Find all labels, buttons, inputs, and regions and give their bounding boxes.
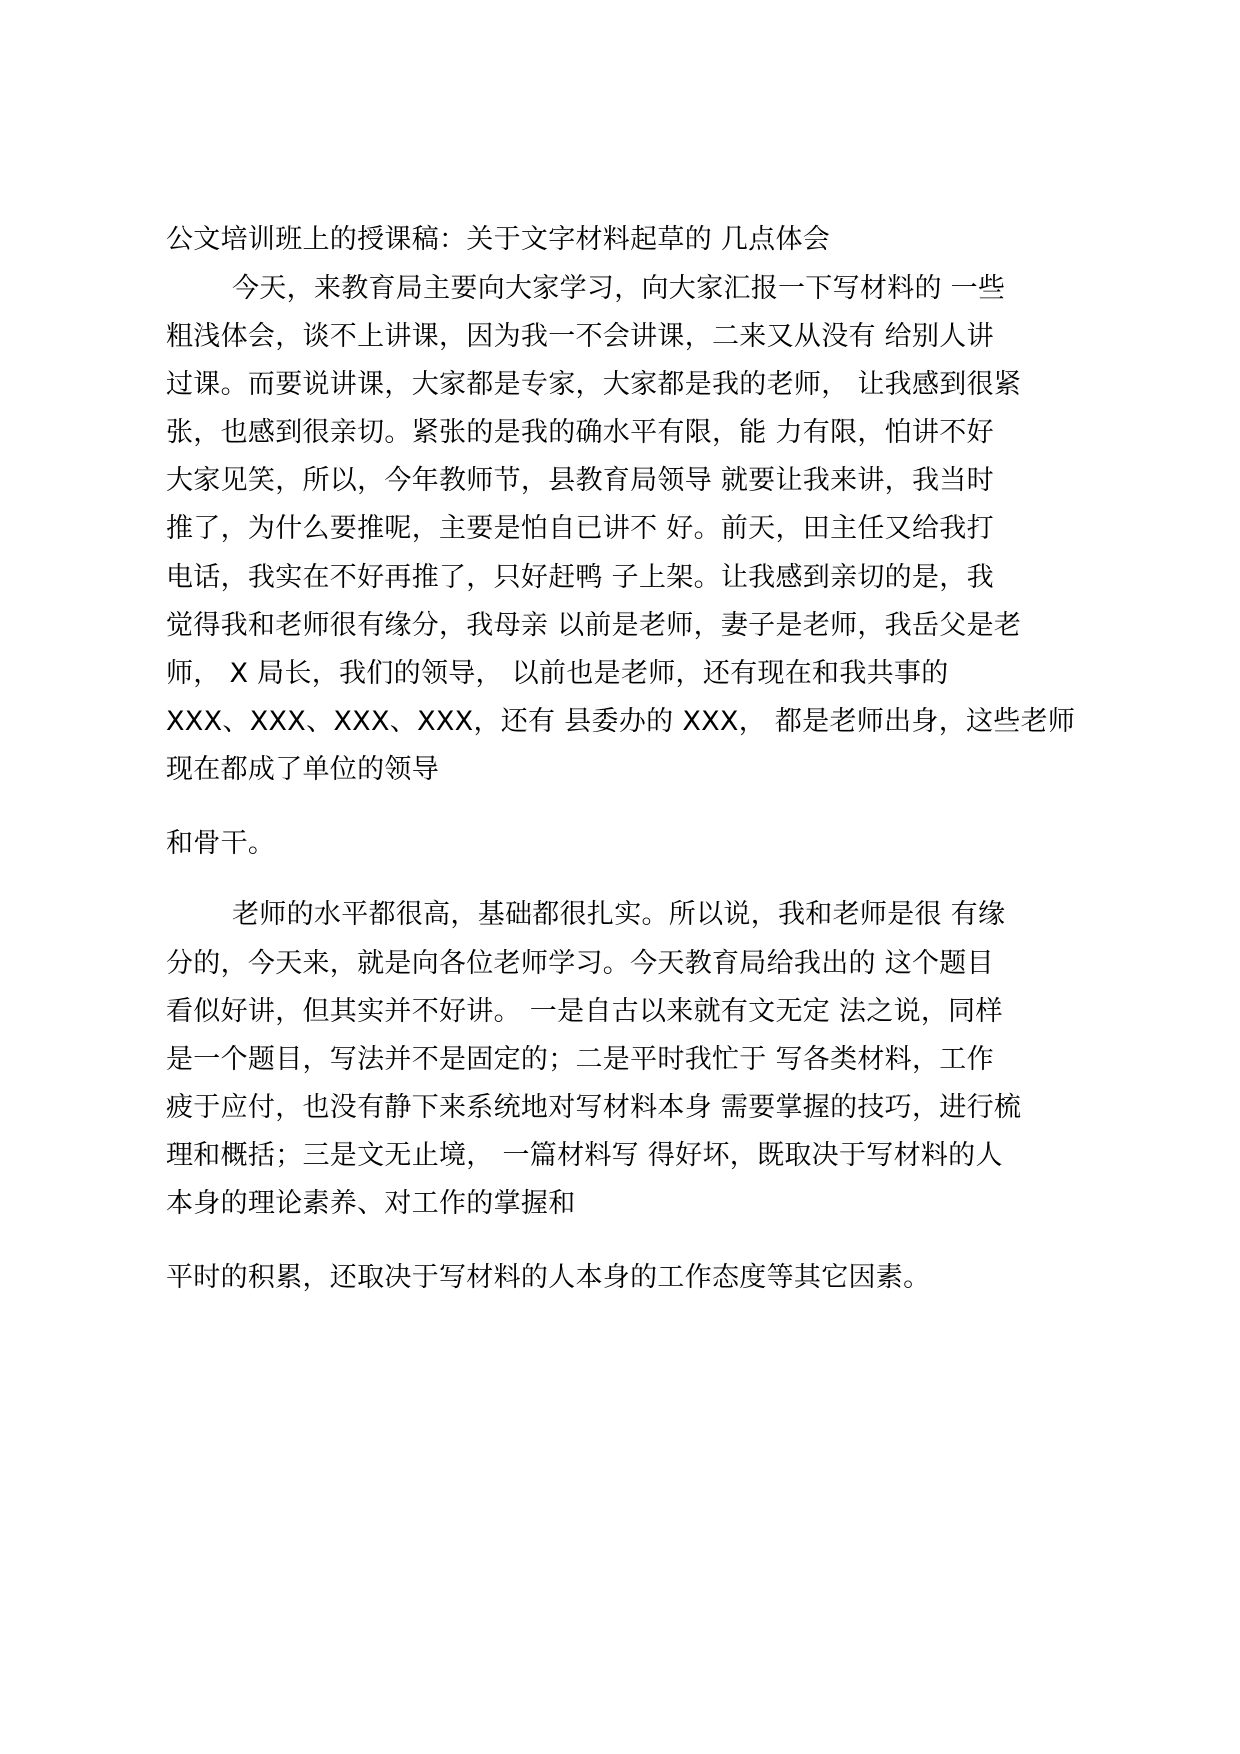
paragraph-line: 张，也感到很亲切。紧张的是我的确水平有限，能 力有限，怕讲不好 (166, 417, 994, 448)
paragraph-line: 粗浅体会，谈不上讲课，因为我一不会讲课，二来又从没有 给别人讲 (166, 321, 994, 352)
paragraph-line: 分的，今天来，就是向各位老师学习。今天教育局给我出的 这个题目 (166, 948, 994, 979)
paragraph-line: 今天，来教育局主要向大家学习，向大家汇报一下写材料的 一些 (232, 273, 1006, 304)
paragraph-line: 觉得我和老师很有缘分，我母亲 以前是老师，妻子是老师，我岳父是老 (166, 610, 1022, 641)
paragraph-line: 大家见笑，所以，今年教师节，县教育局领导 就要让我来讲，我当时 (166, 465, 994, 496)
paragraph-line: 推了，为什么要推呢，主要是怕自已讲不 好。前天，田主任又给我打 (166, 513, 994, 544)
paragraph-line: 现在都成了单位的领导 (166, 754, 439, 785)
paragraph-line: 看似好讲，但其实并不好讲。 一是自古以来就有文无定 法之说，同样 (166, 996, 1003, 1027)
paragraph-line: 是一个题目，写法并不是固定的；二是平时我忙于 写各类材料，工作 (166, 1044, 994, 1075)
paragraph-line: 过课。而要说讲课，大家都是专家，大家都是我的老师， 让我感到很紧 (166, 369, 1022, 400)
paragraph-line: 师， X 局长，我们的领导， 以前也是老师，还有现在和我共事的 (166, 658, 949, 689)
paragraph-line: 老师的水平都很高，基础都很扎实。所以说，我和老师是很 有缘 (232, 899, 1006, 930)
document-title: 公文培训班上的授课稿：关于文字材料起草的 几点体会 (166, 224, 831, 255)
paragraph-line: 理和概括；三是文无止境， 一篇材料写 得好坏，既取决于写材料的人 (166, 1140, 1003, 1171)
paragraph-line: 电话，我实在不好再推了，只好赶鸭 子上架。让我感到亲切的是，我 (166, 562, 994, 593)
paragraph-line: 疲于应付，也没有静下来系统地对写材料本身 需要掌握的技巧，进行梳 (166, 1092, 1022, 1123)
paragraph-line: 本身的理论素养、对工作的掌握和 (166, 1188, 576, 1219)
paragraph-line: 平时的积累，还取决于写材料的人本身的工作态度等其它因素。 (166, 1262, 931, 1293)
paragraph-line: 和骨干。 (166, 828, 276, 859)
paragraph-line: XXX、XXX、XXX、XXX，还有 县委办的 XXX， 都是老师出身，这些老师 (166, 706, 1076, 737)
